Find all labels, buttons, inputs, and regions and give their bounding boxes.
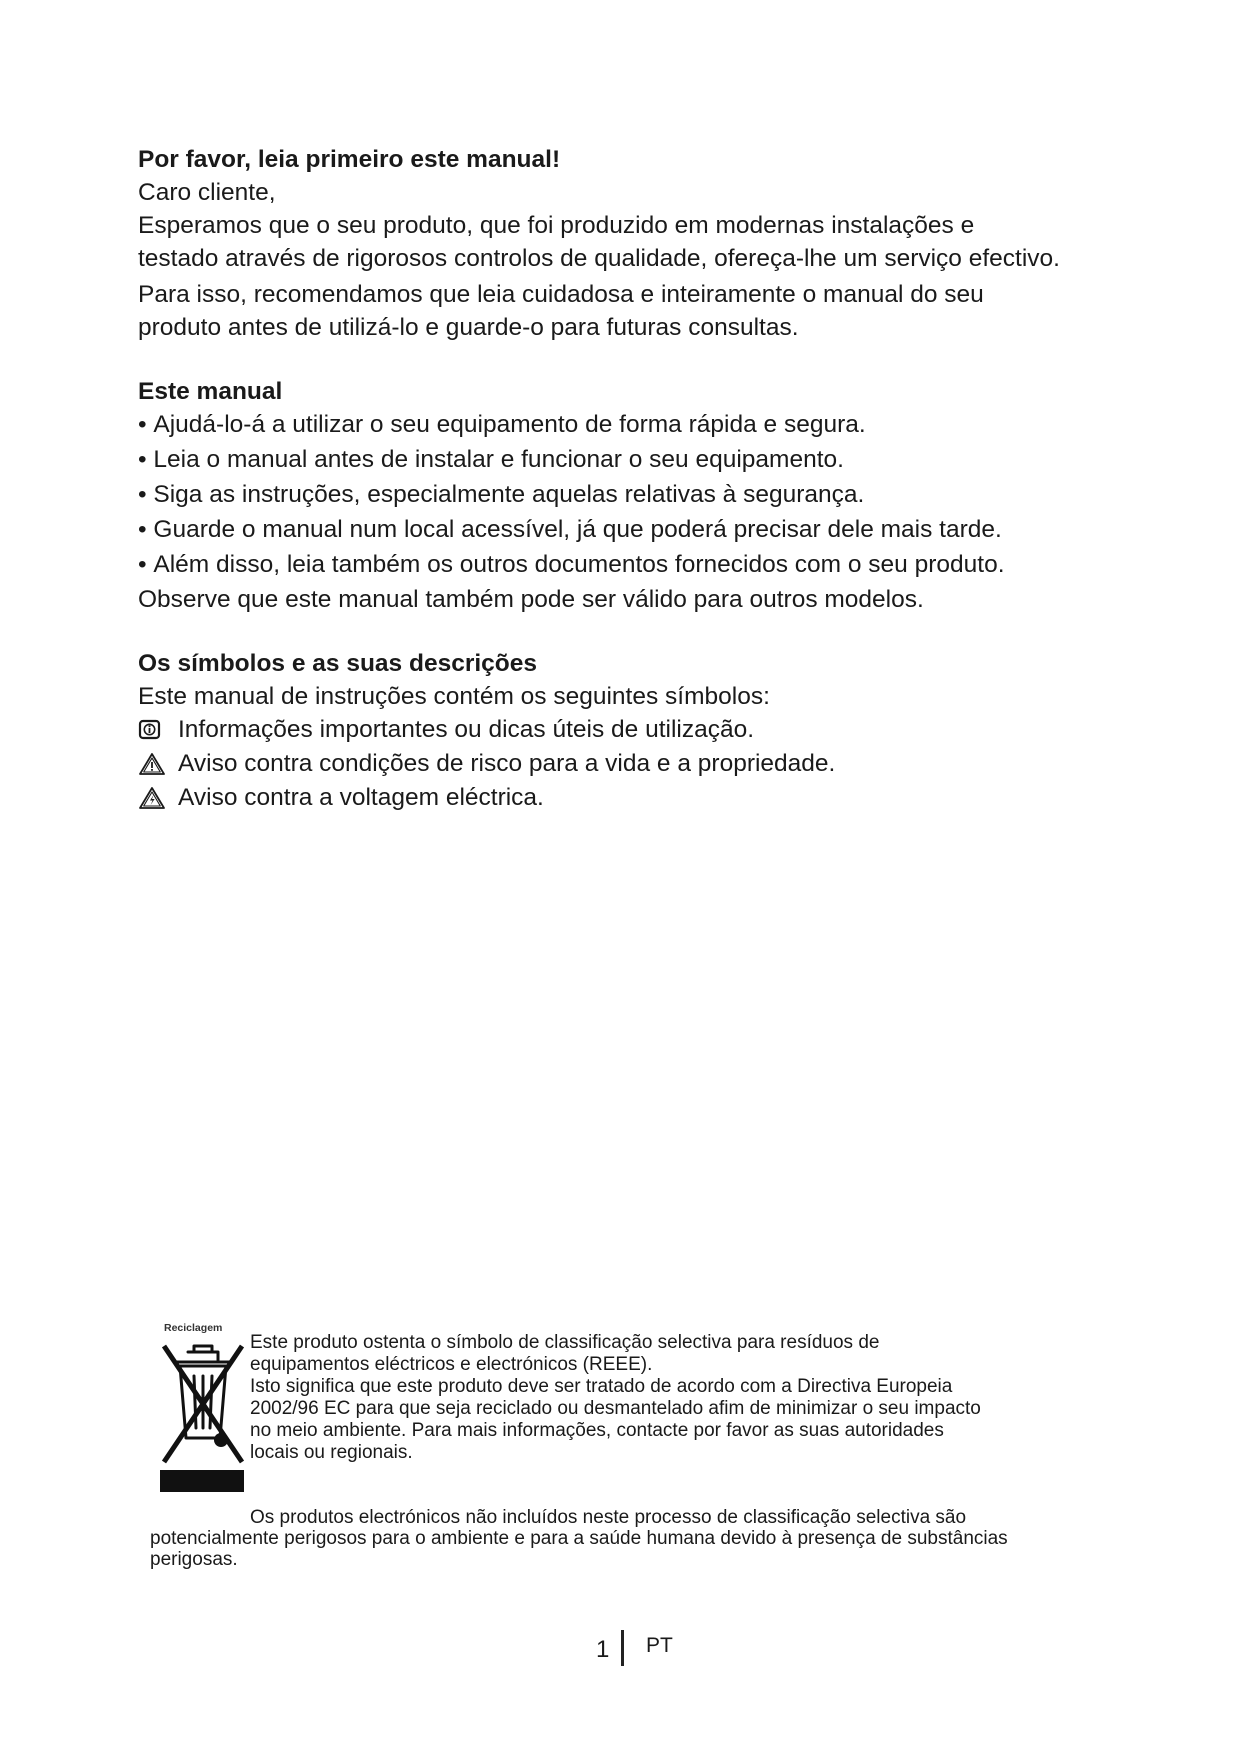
weee-bin-icon (158, 1340, 248, 1473)
manual-section (138, 375, 1118, 616)
symbols-intro: Este manual de instruções contém os seguintes símbolos: (138, 683, 770, 710)
intro-para2-line1: Para isso, recomendamos que leia cuidadosa e inteiramente o manual do seu (138, 281, 984, 308)
list-item: • Guarde o manual num local acessível, já que poderá precisar dele mais tarde. (138, 513, 1118, 546)
symbol-item-info (138, 713, 1118, 746)
info-icon (138, 719, 166, 741)
list-item: • Leia o manual antes de instalar e funcionar o seu equipamento. (138, 443, 1118, 476)
symbol-text: Informações importantes ou dicas úteis de utilização. (178, 716, 755, 743)
recycling-line: 2002/96 EC para que seja reciclado ou desmantelado afim de minimizar o seu impacto (250, 1398, 981, 1419)
recycling-footnote: Os produtos electrónicos não incluídos neste processo de classificação selectiva são potencialmente perigosos para o ambiente e para a saúde humana devido à presença de substâncias perigosas. (150, 1507, 1008, 1570)
recycling-line: Isto significa que este produto deve ser tratado de acordo com a Directiva Europeia (250, 1376, 953, 1397)
list-item: • Ajudá-lo-á a utilizar o seu equipamento de forma rápida e segura. (138, 408, 1118, 441)
list-item: • Siga as instruções, especialmente aquelas relativas à segurança. (138, 478, 1118, 511)
manual-note: Observe que este manual também pode ser válido para outros modelos. (138, 586, 924, 613)
warning-icon (138, 752, 166, 776)
page-content (138, 143, 1118, 814)
recycling-line: Este produto ostenta o símbolo de classificação selectiva para resíduos de (250, 1332, 880, 1353)
symbol-text: Aviso contra condições de risco para a vida e a propriedade. (178, 750, 836, 777)
intro-para1-line1: Esperamos que o seu produto, que foi produzido em modernas instalações e (138, 212, 975, 239)
list-item: • Além disso, leia também os outros documentos fornecidos com o seu produto. (138, 548, 1118, 581)
language-code: PT (646, 1634, 673, 1657)
intro-para2-line2: produto antes de utilizá-lo e guarde-o para futuras consultas. (138, 314, 799, 341)
intro-heading: Por favor, leia primeiro este manual! (138, 146, 561, 173)
recycling-line: no meio ambiente. Para mais informações, contacte por favor as suas autoridades (250, 1420, 944, 1441)
greeting: Caro cliente, (138, 179, 276, 206)
page-number: 1 (596, 1636, 610, 1663)
intro-para1-line2: testado através de rigorosos controlos de qualidade, ofereça-lhe um serviço efectivo. (138, 245, 1060, 272)
symbol-text: Aviso contra a voltagem eléctrica. (178, 784, 544, 811)
page-footer (0, 1630, 1241, 1670)
symbol-item-electric (138, 781, 1118, 814)
manual-heading: Este manual (138, 378, 283, 405)
symbols-heading: Os símbolos e as suas descrições (138, 650, 538, 677)
recycling-label: Reciclagem (164, 1322, 223, 1334)
weee-bar (160, 1470, 244, 1492)
symbol-item-warning (138, 747, 1118, 780)
recycling-text (250, 1332, 1070, 1464)
recycling-line: locais ou regionais. (250, 1442, 413, 1463)
electric-warning-icon (138, 786, 166, 810)
footer-divider (621, 1630, 624, 1666)
recycling-line: equipamentos eléctricos e electrónicos (REEE). (250, 1354, 653, 1375)
symbols-section (138, 647, 1118, 814)
